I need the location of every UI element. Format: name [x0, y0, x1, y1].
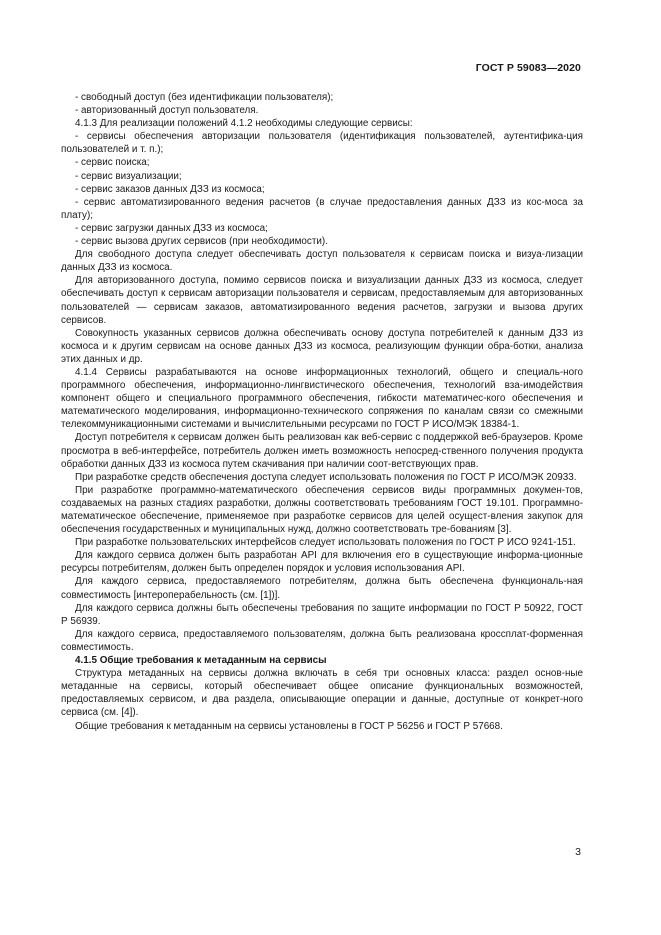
paragraph: Для авторизованного доступа, помимо сервисов поиска и визуализации данных ДЗЗ из космоса, следует обеспечивать доступ к сервисам авторизации пользователя и сервисам, предоставляемым для авторизованных пользователей — сервисам заказов, автоматизированного ведения расчетов, загрузки и вызова других сервисов. — [61, 275, 583, 326]
paragraph: Для каждого сервиса, предоставляемого потребителям, должна быть обеспечена функциональ-ная совместимость [интероперабельность (см. [1])]. — [61, 576, 583, 601]
paragraph: 4.1.4 Сервисы разрабатываются на основе информационных технологий, общего и специаль-ного программного обеспечения, информационно-лингвистического обеспечения, технологий вза-имодействия компонент общего и специального программного обеспечения, гибкости математичес-кого обеспечения и математического моделирования, информационно-технического сопряжения по каналам связи со смежными телекоммуникационными системами и вычислительными ресурсами по ГОСТ Р ИСО/МЭК 18384-1. — [61, 366, 583, 431]
paragraph: При разработке средств обеспечения доступа следует использовать положения по ГОСТ Р ИСО/МЭК 20933. — [75, 471, 577, 483]
paragraph: Для каждого сервиса должен быть разработан API для включения его в существующие информа-ционные ресурсы потребителям, должен быть определен порядок и условия использования API. — [61, 550, 583, 575]
list-item: - сервис визуализации; — [75, 170, 182, 182]
paragraph: При разработке программно-математического обеспечения сервисов виды программных докумен-тов, создаваемых на разных стадиях разработки, должны соответствовать требованиям ГОСТ 19.101. Программно-математическое обеспечение, применяемое при разработке сервисов для целей осущест-вления закупок для обеспечения государственных и муниципальных нужд, должно соответствовать тре-бованиям [3]. — [61, 484, 583, 536]
paragraph: Доступ потребителя к сервисам должен быть реализован как веб-сервис с поддержкой веб-браузеров. Кроме просмотра в веб-интерфейсе, потребитель должен иметь возможность непосред-ственного получения продукта обработки данных ДЗЗ из космоса путем скачивания при наличии соот-ветствующих прав. — [61, 432, 583, 470]
list-item: - сервис заказов данных ДЗЗ из космоса; — [75, 183, 265, 195]
paragraph: При разработке пользовательских интерфейсов следует использовать положения по ГОСТ Р ИСО 9241-151. — [75, 537, 576, 549]
paragraph: Совокупность указанных сервисов должна обеспечивать основу доступа потребителей к данным ДЗЗ из космоса и к другим сервисам на основе данных ДЗЗ из космоса, реализующим функции обра-ботки, анализа этих данных и др. — [61, 327, 583, 365]
paragraph: Для свободного доступа следует обеспечивать доступ пользователя к сервисам поиска и визуа-лизации данных ДЗЗ из космоса. — [61, 249, 583, 274]
list-item: - сервис автоматизированного ведения расчетов (в случае предоставления данных ДЗЗ из кос-моса за плату); — [61, 196, 583, 221]
document-header: ГОСТ Р 59083—2020 — [475, 62, 581, 74]
page-number: 3 — [575, 846, 581, 858]
paragraph: 4.1.3 Для реализации положений 4.1.2 необходимы следующие сервисы: — [75, 118, 413, 130]
paragraph: Для каждого сервиса, предоставляемого пользователям, должна быть реализована кроссплат-форменная совместимость. — [61, 628, 583, 653]
list-item: - сервис поиска; — [75, 157, 150, 169]
list-item: - сервисы обеспечения авторизации пользователя (идентификация пользователей, аутентифика-ция пользователей и т. п.); — [61, 131, 583, 156]
list-item: - авторизованный доступ пользователя. — [75, 105, 259, 117]
paragraph: Общие требования к метаданным на сервисы установлены в ГОСТ Р 56256 и ГОСТ Р 57668. — [75, 720, 503, 732]
paragraph: Для каждого сервиса должны быть обеспечены требования по защите информации по ГОСТ Р 50922, ГОСТ Р 56939. — [61, 602, 583, 627]
document-body — [61, 91, 583, 733]
paragraph: Структура метаданных на сервисы должна включать в себя три основных класса: раздел основ-ные метаданные на сервисы, который обеспечивает общее описание функциональных возможностей, предоставляемых сервисом, и два раздела, описывающие операции и данные, доступные от конкрет-ного сервиса (см. [4]). — [61, 668, 583, 719]
section-heading: 4.1.5 Общие требования к метаданным на сервисы — [75, 655, 327, 667]
list-item: - сервис загрузки данных ДЗЗ из космоса; — [75, 222, 268, 234]
list-item: - свободный доступ (без идентификации пользователя); — [75, 92, 334, 103]
list-item: - сервис вызова других сервисов (при необходимости). — [75, 236, 328, 248]
